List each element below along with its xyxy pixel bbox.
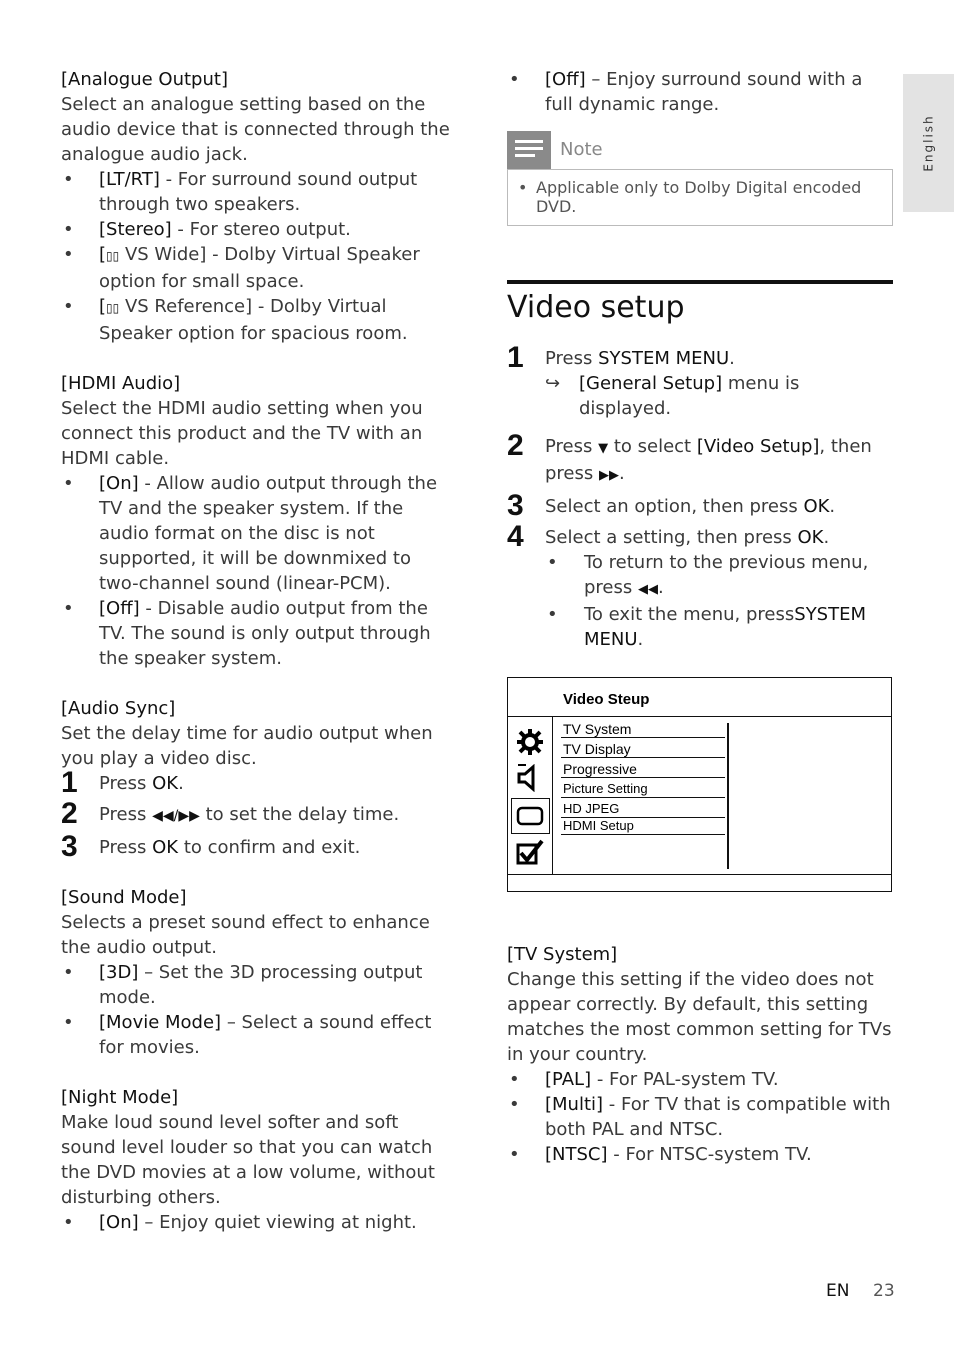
list-item: • [▯▯ VS Reference] - Dolby Virtual Speaker option for spacious room. [63, 296, 408, 344]
section-heading: [Analogue Output] [61, 69, 228, 90]
hdmi-audio-section [61, 371, 453, 671]
sound-mode-section [61, 885, 453, 1060]
analogue-output-section [61, 67, 453, 346]
menu-item[interactable]: TV Display [561, 741, 725, 758]
note-icon [507, 131, 551, 169]
language-tab: English [903, 74, 954, 212]
list-item: • [On] - Allow audio output through the TV and the speaker system. If the audio format on the disc is not supported, it will be downmixed to two-channel sound (linear-PCM). [63, 473, 438, 594]
menu-item[interactable]: Picture Setting [561, 781, 725, 798]
list-item: • To exit the menu, pressSYSTEM MENU. [547, 604, 867, 650]
list-item: • [LT/RT] - For surround sound output through two speakers. [63, 169, 418, 215]
section-heading: [Audio Sync] [61, 698, 176, 719]
menu-item[interactable]: Progressive [561, 761, 725, 778]
list-item: • [PAL] - For PAL-system TV. [509, 1069, 779, 1090]
step-item: 3 Select an option, then press OK. [507, 489, 836, 522]
step-item: 2 Press ◀◀/▶▶ to set the delay time. [61, 797, 400, 830]
step-item: 3 Press OK to confirm and exit. [61, 830, 361, 863]
step-item: 1 Press SYSTEM MENU. [507, 341, 735, 374]
section-description: Select the HDMI audio setting when you connect this product and the TV with an HDMI cable. [61, 398, 423, 469]
list-item: • [Stereo] - For stereo output. [63, 219, 351, 240]
section-description: Select an analogue setting based on the audio device that is connected through the analogue audio jack. [61, 94, 450, 165]
list-item: • [On] – Enjoy quiet viewing at night. [63, 1212, 417, 1233]
list-item: • [NTSC] - For NTSC-system TV. [509, 1144, 812, 1165]
menu-item[interactable]: TV System [561, 721, 725, 738]
list-item: • [3D] – Set the 3D processing output mode. [63, 962, 423, 1008]
note-label: Note [560, 139, 603, 160]
list-item: • [Off] - Disable audio output from the TV. The sound is only output through the speaker system. [63, 598, 431, 669]
list-item: • [▯▯ VS Wide] - Dolby Virtual Speaker option for small space. [63, 244, 420, 292]
section-heading: [Night Mode] [61, 1087, 179, 1108]
section-heading: [Sound Mode] [61, 887, 187, 908]
video-setup-menu-screenshot [507, 677, 892, 892]
list-item: • [Off] – Enjoy surround sound with a full dynamic range. [509, 69, 863, 115]
section-heading: [HDMI Audio] [61, 373, 181, 394]
menu-item[interactable]: HD JPEG [561, 801, 725, 818]
list-item: • [Movie Mode] – Select a sound effect for movies. [63, 1012, 432, 1058]
left-column [61, 67, 453, 1260]
section-description: Selects a preset sound effect to enhance the audio output. [61, 912, 430, 958]
night-mode-section [61, 1085, 453, 1235]
footer-language: EN [826, 1281, 850, 1301]
section-description: Make loud sound level softer and soft sound level louder so that you can watch the DVD movies at a low volume, without disturbing others. [61, 1112, 435, 1208]
menu-title: Video Steup [563, 691, 650, 708]
step-item: 2 Press ▼ to select [Video Setup], then press ▶▶. [507, 429, 872, 484]
screen-icon [516, 802, 544, 830]
right-column [507, 67, 893, 1167]
dolby-icon: ▯▯ [106, 249, 120, 263]
page-number: 23 [873, 1281, 895, 1301]
note-box: • Applicable only to Dolby Digital encoded DVD. [507, 169, 893, 226]
menu-item[interactable]: HDMI Setup [561, 818, 725, 835]
section-heading: [TV System] [507, 944, 618, 965]
gear-icon [516, 728, 544, 756]
list-item: • To return to the previous menu, press ◀◀. [547, 552, 869, 598]
audio-sync-section [61, 696, 453, 863]
step-result: ↪ [General Setup] menu is displayed. [545, 373, 800, 419]
step-item: 4 Select a setting, then press OK. [507, 520, 830, 553]
speaker-icon [516, 764, 544, 792]
dolby-icon: ▯▯ [106, 301, 120, 315]
tv-system-section [507, 942, 893, 1167]
list-item: • [Multi] - For TV that is compatible with both PAL and NTSC. [509, 1094, 891, 1140]
section-title: Video setup [507, 280, 893, 328]
section-description: Set the delay time for audio output when you play a video disc. [61, 723, 433, 769]
result-arrow-icon: ↪ [545, 373, 561, 394]
note-header [507, 131, 893, 169]
section-description: Change this setting if the video does not appear correctly. By default, this setting matches the most common setting for TVs in your country. [507, 969, 892, 1065]
step-item: 1 Press OK. [61, 766, 184, 799]
checkbox-tick-icon [516, 839, 544, 867]
